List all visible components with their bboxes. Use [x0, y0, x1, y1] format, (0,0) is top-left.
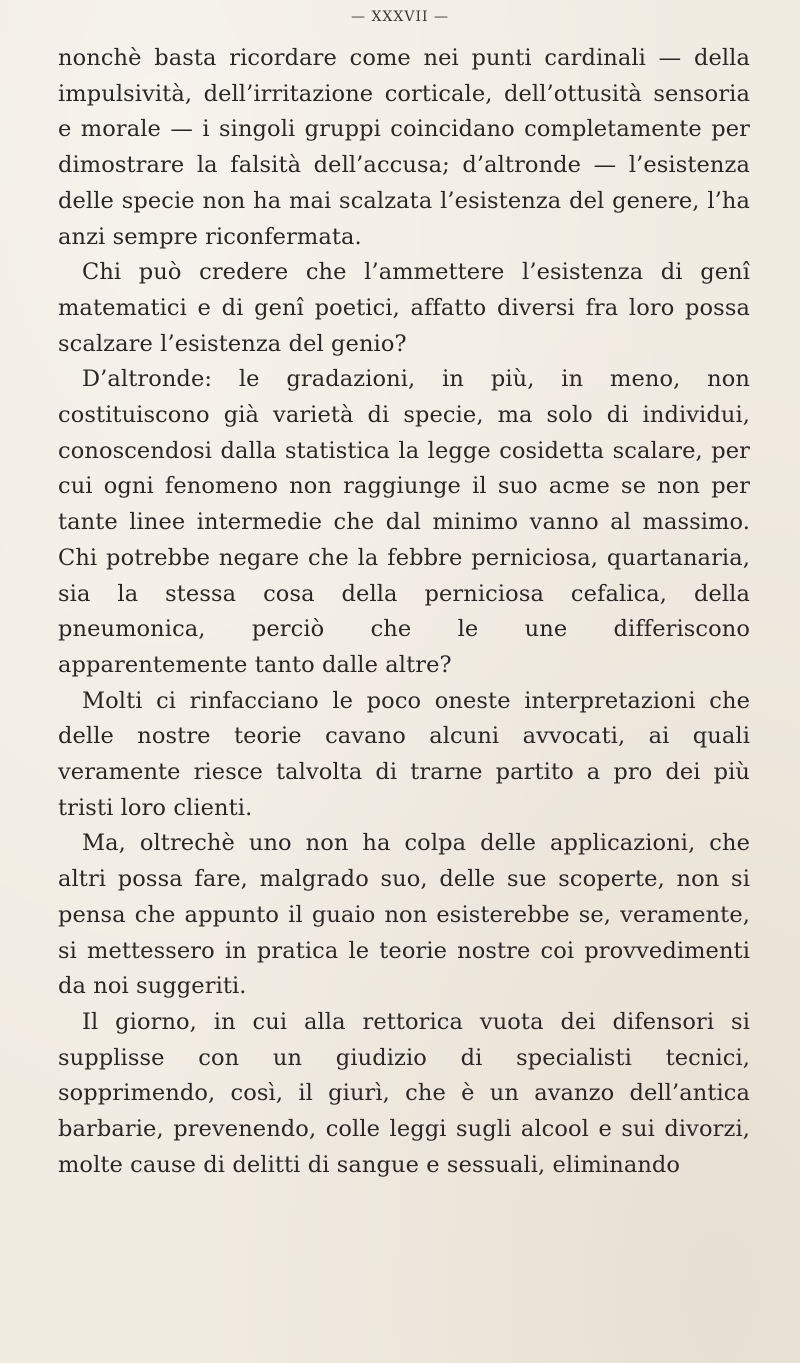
paragraph-4: Molti ci rinfacciano le poco oneste interpretazioni che delle nostre teorie cavano alcuni avvocati, ai quali veramente riesce talvolta di trarne partito a pro dei più tristi loro clienti.: [58, 687, 750, 821]
page-number: — XXXVII —: [351, 9, 449, 25]
paragraph-3: D’altronde: le gradazioni, in più, in meno, non costituiscono già varietà di specie, ma solo di individui, conoscendosi dalla statistica la legge cosidetta scalare, per cui ogni fenomeno non raggiunge il suo acme se non per tante linee intermedie che dal minimo vanno al massimo. Chi potrebbe negare che la febbre perniciosa, quartanaria, sia la stessa cosa della perniciosa cefalica, della pneumonica, perciò che le une differiscono apparentemente tanto dalle altre?: [58, 366, 750, 678]
paragraph-1: nonchè basta ricordare come nei punti cardinali — della impulsività, dell’irritazione corticale, dell’ottusità sensoria e morale — i singoli gruppi coincidano completamente per dimostrare la falsità dell’accusa; d’altronde — l’esistenza delle specie non ha mai scalzata l’esistenza del genere, l’ha anzi sempre riconfermata.: [58, 45, 750, 250]
body-text: [58, 41, 750, 1184]
paragraph-2: Chi può credere che l’ammettere l’esistenza di genî matematici e di genî poetici, affatto diversi fra loro possa scalzare l’esistenza del genio?: [58, 259, 750, 357]
paragraph-6: Il giorno, in cui alla rettorica vuota dei difensori si supplisse con un giudizio di specialisti tecnici, sopprimendo, così, il giurì, che è un avanzo dell’antica barbarie, prevenendo, colle leggi sugli alcool e sui divorzi, molte cause di delitti di sangue e sessuali, eliminando: [58, 1008, 750, 1178]
paragraph-5: Ma, oltrechè uno non ha colpa delle applicazioni, che altri possa fare, malgrado suo, delle sue scoperte, non si pensa che appunto il guaio non esisterebbe se, veramente, si mettessero in pratica le teorie nostre coi provvedimenti da noi suggeriti.: [58, 830, 750, 1000]
